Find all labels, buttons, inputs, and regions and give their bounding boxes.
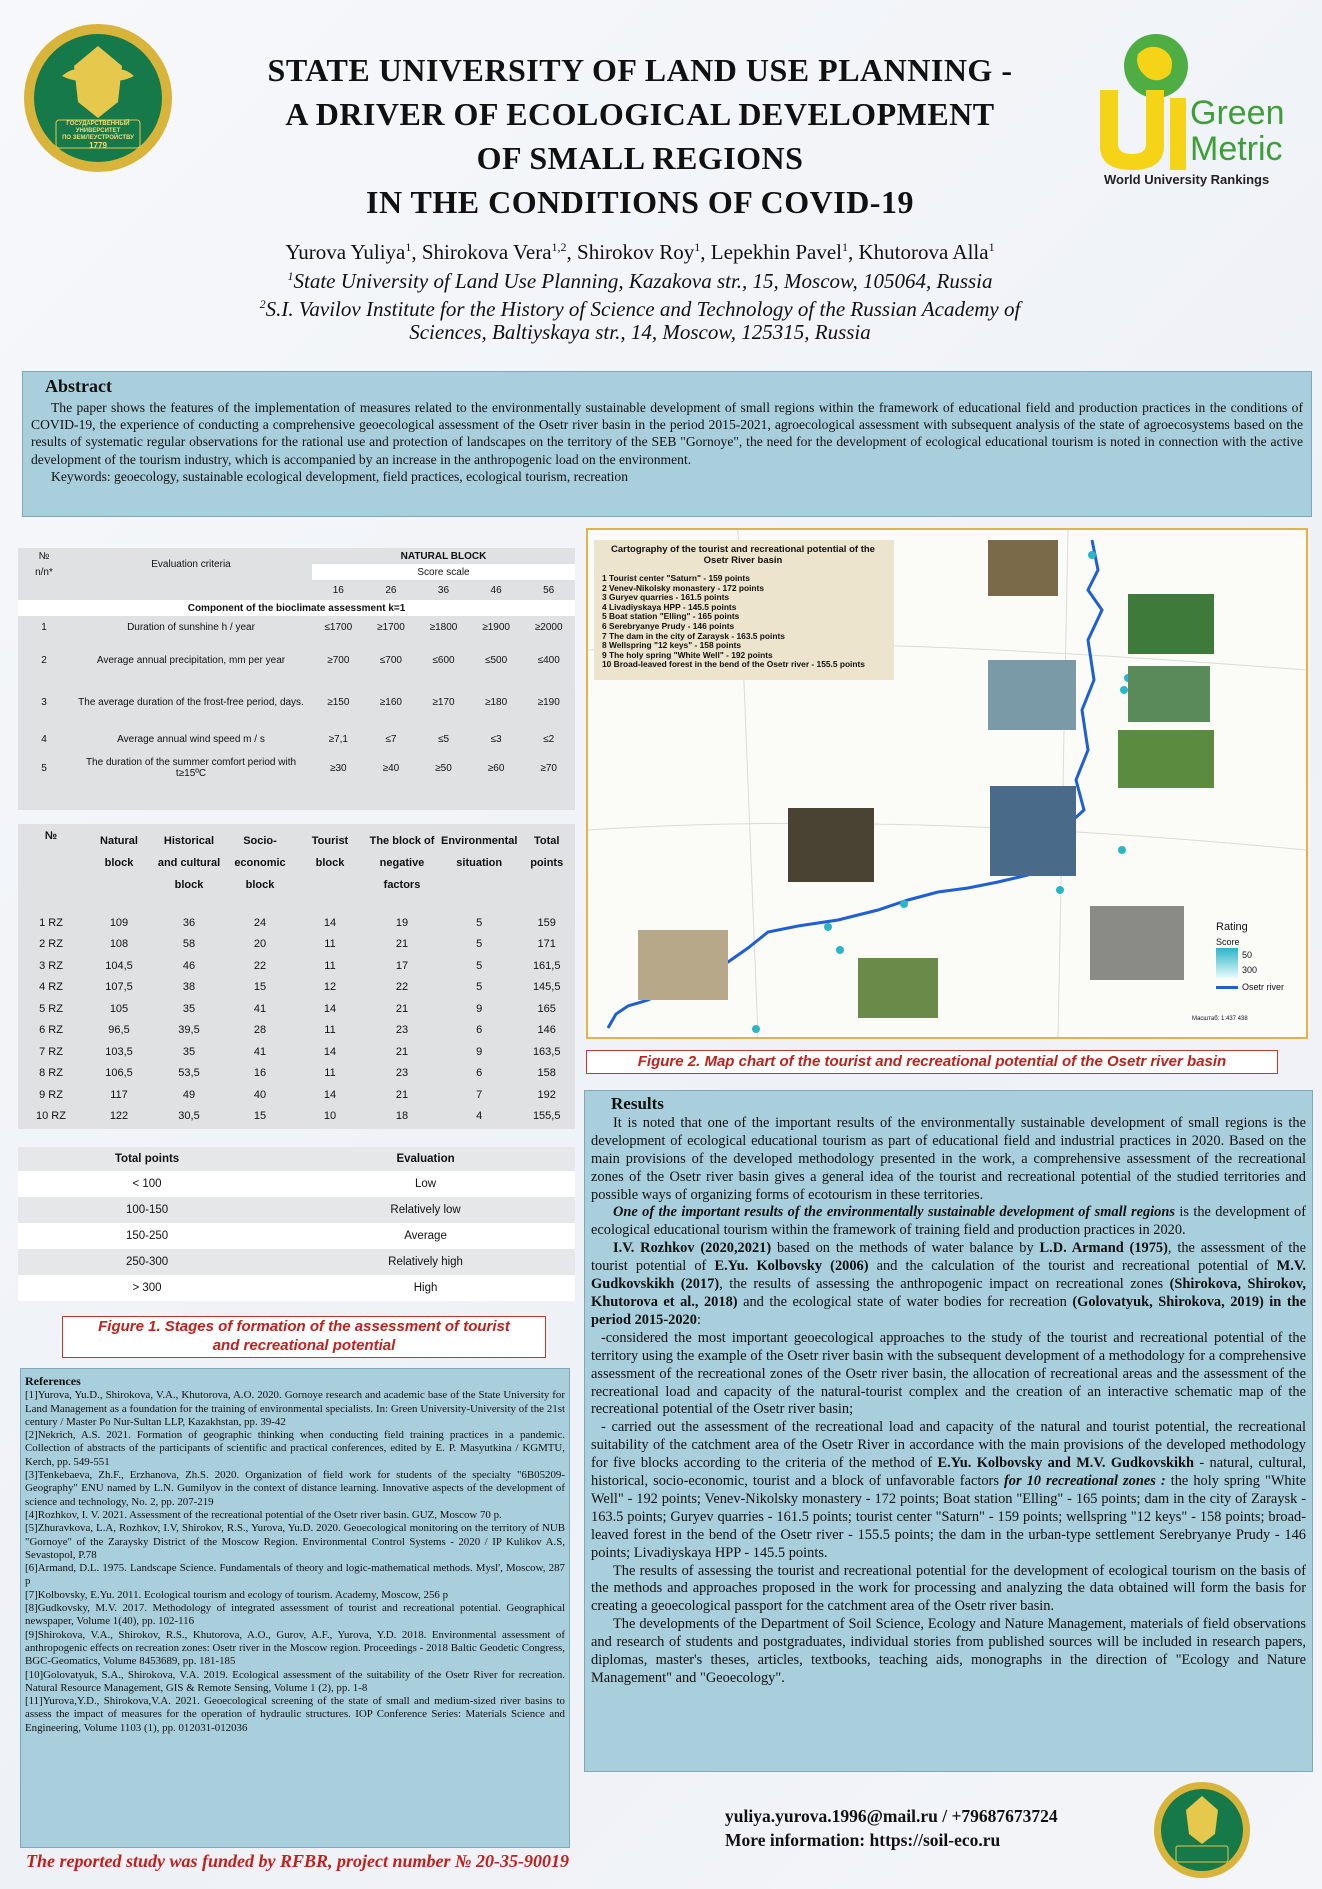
criteria-table	[18, 548, 575, 810]
affiliation-1: $^1$State University of Land Use Planning, Kazakova str., 15, Moscow, 105064, Russia	[287, 269, 993, 293]
legend-item: 8 Wellspring "12 keys" - 158 points	[602, 640, 742, 651]
header-cell: Tourist block	[311, 835, 349, 869]
contacts	[725, 1804, 1058, 1852]
river-swatch	[1216, 986, 1238, 989]
osetr-map	[586, 528, 1308, 1039]
header-cell: Natural block	[100, 835, 138, 869]
table-row: 2 RZ 108 58 20 11 21 5 171	[39, 938, 556, 951]
logo-green: Green	[1190, 94, 1285, 132]
table-row: 3 The average duration of the frost-free period, days. ≥150 ≥160 ≥170 ≥180 ≥190	[41, 696, 560, 708]
evaluation-table	[18, 1147, 575, 1301]
results-heading: Results	[611, 1094, 664, 1113]
university-logo	[22, 22, 174, 174]
logo-text: УНИВЕРСИТЕТ	[75, 128, 121, 134]
logo-text: ГОСУДАРСТВЕННЫЙ	[66, 121, 130, 127]
logo-metric: Metric	[1190, 130, 1283, 168]
table-row: 150-250 Average	[18, 1223, 575, 1249]
title-line: IN THE CONDITIONS OF COVID-19	[366, 184, 914, 220]
results-paragraph: One of the important results of the environmentally sustainable development of small regions is the development of ecological educational tourism within the framework of training field and production practices in 2020.	[591, 1204, 1306, 1239]
table-row: > 300 High	[18, 1275, 575, 1301]
score-col: 26	[385, 584, 397, 596]
abstract-box	[22, 371, 1312, 517]
table-row: 4 Average annual wind speed m / s ≥7,1 ≤7 ≤5 ≤3 ≤2	[41, 733, 555, 745]
affiliation-2: $^2$S.I. Vavilov Institute for the History of Science and Technology of the Russian Academy of	[259, 297, 1021, 321]
results-paragraph: - carried out the assessment of the recreational load and capacity of the natural and tourist potential, the recreational suitability of the catchment area of the Osetr River in accordance with the main provisions of the developed methodology for five blocks according to the criteria of the method of E.Yu. Kolbovsky and M.V. Gudkovskikh - natural, cultural, historical, socio-economic, tourist and a block of unfavorable factors for 10 recreational zones : the holy spring "White Well" - 192 points; Venev-Nikolsky monastery - 172 points; Boat station "Elling" - 165 points; dam in the city of Zaraysk - 163.5 points; Guryev quarries - 161.5 points; tourist center "Saturn" - 159 points; wellspring "12 keys" - 158 points; broad-leaved forest in the bend of the Osetr river - 155.5 points; the dam in the urban-type settlement Serebryanye Prudy - 146 points; Livadiyskaya HPP - 145.5 points.	[591, 1419, 1306, 1561]
figure-2-caption: Figure 2. Map chart of the tourist and recreational potential of the Osetr river basin	[586, 1050, 1278, 1074]
score-label: Score	[1216, 937, 1240, 947]
table-row: 3 RZ 104,5 46 22 11 17 5 161,5	[39, 959, 561, 972]
reference-item: [9]Shirokova, V.A., Shirokov, R.S., Khutorova, A.O., Gurov, A.F., Yurova, Y.D. 2018. Environmental assessment of anthropogenic effects on recreation zones: Osetr river in the Moscow region. Proceedings - 2018 Baltic Geodetic Congress, BGC-Geomatics, Volume 8453689, pp. 181-185	[25, 1628, 565, 1668]
title-line: STATE UNIVERSITY OF LAND USE PLANNING -	[267, 52, 1013, 88]
more-info-link[interactable]: More information: https://soil-eco.ru	[725, 1830, 1001, 1850]
legend-item: 5 Boat station "Elling" - 165 points	[602, 611, 740, 622]
rating-legend	[1216, 922, 1300, 993]
results-paragraph: It is noted that one of the important results of the environmentally sustainable development of small regions is the development of ecological educational tourism as part of educational field and industrial practices in 2020. Based on the main provisions of the developed methodology presented in the work, a comprehensive assessment of the recreational zones of the Osetr river basin gives a general idea of the tourist and recreational potential of the studied territories and possible ways of organizing forms of ecotourism in these territories.	[591, 1114, 1306, 1203]
reference-item: [2]Nekrich, A.S. 2021. Formation of geographic thinking when conducting field training practices in a pandemic. Collection of abstracts of the participants of scientific and practical conferences, edited by E. P. Masyutkina / KGMTU, Kerch, pp. 549-551	[25, 1429, 565, 1468]
table-row: 100-150 Relatively low	[18, 1197, 575, 1223]
table-row: 1 RZ 109 36 24 14 19 5 159	[39, 916, 556, 929]
legend-item: 3 Guryev quarries - 161.5 points	[602, 592, 730, 603]
references-box	[20, 1368, 570, 1848]
col-criteria: Evaluation criteria	[151, 558, 231, 570]
table-row: 9 RZ 117 49 40 14 21 7 192	[39, 1088, 556, 1101]
map-title: Cartography of the tourist and recreational potential of the Osetr River basin	[611, 544, 875, 566]
results-paragraph: -considered the most important geoecological approaches to the study of the tourist and recreational potential of the territory using the example of the Osetr river basin with the subsequent development of a methodology for a comprehensive assessment of the recreational zones of the Osetr river basin, the allocation of recreational areas and the assessment of the recreational load and capacity of the natural-tourist complex and the creation of an interactive schematic map of the recreational potential of the Osetr river basin;	[591, 1329, 1306, 1418]
funding-note: The reported study was funded by RFBR, project number № 20-35-90019	[26, 1851, 569, 1871]
author: Shirokov Roy$^1$	[577, 240, 701, 264]
table-row: 4 RZ 107,5 38 15 12 22 5 145,5	[39, 981, 561, 994]
title-line: OF SMALL REGIONS	[476, 140, 804, 176]
col-nn: n/n*	[35, 566, 53, 578]
map-legend	[602, 574, 892, 670]
results-paragraph: The results of assessing the tourist and recreational potential for the development of ecological tourism on the basis of the methods and approaches proposed in the work for processing and analyzing the data obtained will form the basis for creating a geoecological passport for the catchment area of the Osetr river basin.	[591, 1562, 1306, 1615]
score-col: 16	[332, 584, 344, 596]
scores-header-row	[18, 824, 575, 912]
results-paragraph: I.V. Rozhkov (2020,2021) based on the methods of water balance by L.D. Armand (1975), the assessment of the tourist potential of E.Yu. Kolbovsky (2006) and the calculation of the tourist and recreational potential of M.V. Gudkovskikh (2017), the results of assessing the anthropogenic impact on recreational zones (Shirokova, Shirokov, Khutorova et al., 2018) and the ecological state of water bodies for recreation (Golovatyuk, Shirokova, 2019) in the period 2015-2020:	[591, 1240, 1307, 1328]
authors: Yurova Yuliya$^1$, Shirokova Vera$^{1,2}$, Shirokov Roy$^1$, Lepekhin Pavel$^1$, Khutorova Alla$^1$	[285, 240, 995, 264]
header-cell: Environmental situation	[441, 835, 518, 869]
reference-item: [11]Yurova,Y.D., Shirokova,V.A. 2021. Geoecological screening of the state of small and medium-sized river basins to assess the impact of measures for the operation of hydraulic structures. IOP Conference Series: Materials Science and Engineering, Volume 1103 (1), pp. 012031-012036	[25, 1695, 565, 1734]
legend-item: 10 Broad-leaved forest in the bend of the Osetr river - 155.5 points	[602, 659, 865, 670]
contact-email[interactable]: yuliya.yurova.1996@mail.ru / +79687673724	[725, 1806, 1058, 1826]
keywords: Keywords: geoecology, sustainable ecological development, field practices, ecological tourism, recreation	[51, 468, 629, 484]
figure-1-caption: Figure 1. Stages of formation of the assessment of tourist and recreational potential	[62, 1316, 546, 1358]
references-heading: References	[25, 1374, 81, 1388]
table-row: 1 Duration of sunshine h / year ≤1700 ≥1700 ≥1800 ≥1900 ≥2000	[41, 621, 563, 633]
score-gradient	[1216, 948, 1238, 978]
author: Yurova Yuliya$^1$	[285, 240, 412, 264]
author: Lepekhin Pavel$^1$	[710, 240, 849, 264]
author: Khutorova Alla$^1$	[858, 240, 995, 264]
title-line: A DRIVER OF ECOLOGICAL DEVELOPMENT	[285, 96, 995, 132]
reference-item: [6]Armand, D.L. 1975. Landscape Science. Fundamentals of theory and logic-mathematical methods. Mysl', Moscow, 287 p	[25, 1562, 565, 1588]
component-row: Component of the bioclimate assessment k=1	[187, 602, 406, 614]
header-cell: Evaluation	[396, 1153, 455, 1165]
header-cell: The block of negative factors	[369, 835, 435, 891]
map-scale: Масштаб: 1:437 438	[1192, 1016, 1248, 1022]
legend-item: 9 The holy spring "White Well" - 192 points	[602, 649, 773, 660]
poster-title	[200, 48, 1080, 224]
author: Shirokova Vera$^{1,2}$	[421, 240, 567, 264]
header-cell: Historical and cultural block	[157, 835, 221, 891]
reference-item: [7]Kolbovsky, E.Yu. 2011. Ecological tourism and ecology of tourism. Academy, Moscow, 256 p	[25, 1588, 449, 1601]
logo-tagline: World University Rankings	[1104, 172, 1270, 187]
header-cell: Total points	[530, 835, 564, 869]
river-label: Osetr river	[1242, 982, 1285, 992]
table-row: 7 RZ 103,5 35 41 14 21 9 163,5	[39, 1045, 561, 1058]
reference-item: [3]Tenkebaeva, Zh.F., Erzhanova, Zh.S. 2020. Organization of field work for students of the specialty "6B05209-Geography" ENU named by L.N. Gumilyov in the context of distance learning. Innovative aspects of the development of science and technology, No. 2, pp. 207-219	[25, 1469, 565, 1508]
reference-item: [10]Golovatyuk, S.A., Shirokova, V.A. 2019. Ecological assessment of the suitability of the Osetr River for recreation. Natural Resource Management, GIS & Remote Sensing, Volume 1 (2), pp. 1-8	[25, 1668, 565, 1694]
score-col: 46	[490, 584, 502, 596]
logo-text: ПО ЗЕМЛЕУСТРОЙСТВУ	[62, 135, 134, 141]
table-row: 2 Average annual precipitation, mm per year ≥700 ≤700 ≤600 ≤500 ≤400	[41, 654, 560, 666]
col-no: №	[38, 550, 50, 562]
university-logo-small	[1152, 1780, 1252, 1880]
logo-year: 1779	[89, 141, 107, 150]
reference-item: [1]Yurova, Yu.D., Shirokova, V.A., Khutorova, A.O. 2020. Gornoye research and academic base of the State University for Land Management as a foundation for the training of environmental specialists. In: Green University-University of the 21st century / Master Po Nur-Sultan LLP, Kazakhstan, pp. 39-42	[25, 1389, 565, 1428]
score-col: 56	[543, 584, 555, 596]
abstract-text: The paper shows the features of the implementation of measures related to the environmentally sustainable development of small regions within the framework of educational field and production practices in the conditions of COVID-19, the experience of conducting a comprehensive geoecological assessment of the Osetr river basin in the period 2015-2021, agroecological assessment with subsequent analysis of the state of agroecosystems based on the results of systematic regular observations for the rational use and protection of landscapes on the territory of the SEB "Gornoye", the need for the development of ecological educational tourism is noted in connection with the active development of the tourism industry, which is accompanied by an increase in the anthropogenic load on the environment.	[31, 400, 1303, 467]
table-row: 8 RZ 106,5 53,5 16 11 23 6 158	[39, 1067, 556, 1080]
evaluation-header-row	[18, 1147, 575, 1171]
legend-item: 4 Livadiyskaya HPP - 145.5 points	[602, 601, 737, 612]
greenmetric-logo	[1090, 28, 1312, 188]
scores-table	[18, 824, 575, 1129]
affiliation-2-cont: Sciences, Baltiyskaya str., 14, Moscow, 125315, Russia	[409, 320, 871, 344]
table-row: 10 RZ 122 30,5 15 10 18 4 155,5	[36, 1110, 561, 1123]
score-low: 300	[1242, 965, 1258, 975]
score-scale-header: Score scale	[312, 564, 575, 580]
legend-item: 1 Tourist center "Saturn" - 159 points	[602, 573, 750, 583]
score-col: 36	[437, 584, 450, 596]
legend-item: 2 Venev-Nikolsky monastery - 172 points	[602, 582, 764, 593]
reference-item: [4]Rozhkov, I. V. 2021. Assessment of the recreational potential of the Osetr river basin. GUZ, Moscow 70 p.	[25, 1508, 502, 1521]
table-row: 5 The duration of the summer comfort period with t≥15ºC ≥30 ≥40 ≥50 ≥60 ≥70	[41, 757, 557, 779]
header-cell: Total points	[114, 1153, 180, 1165]
table-row: 6 RZ 96,5 39,5 28 11 23 6 146	[39, 1024, 556, 1037]
header-cell: №	[44, 830, 58, 842]
reference-item: [8]Gudkovsky, M.V. 2017. Methodology of integrated assessment of tourist and recreational potential. Geographical newspaper, Volume 1(40), pp. 102-116	[25, 1602, 565, 1628]
table-row: < 100 Low	[18, 1171, 575, 1197]
rating-title: Rating	[1216, 921, 1248, 933]
legend-item: 6 Serebryanye Prudy - 146 points	[602, 620, 735, 631]
natural-block-header: NATURAL BLOCK	[400, 550, 487, 562]
abstract-heading: Abstract	[45, 376, 112, 396]
results-box	[584, 1090, 1313, 1772]
score-high: 50	[1242, 950, 1253, 960]
header-cell: Socio-economic block	[234, 835, 286, 891]
table-row: 5 RZ 105 35 41 14 21 9 165	[39, 1002, 556, 1015]
reference-item: [5]Zhuravkova, L.A, Rozhkov, I.V, Shirokov, R.S., Yurova, Yu.D. 2020. Geoecological monitoring on the territory of NUB "Gornoye" of the Zaraysky District of the Moscow Region. Environmental Control Systems - 2020 / IP Kulikov A.S, Sevastopol, P.78	[25, 1522, 565, 1561]
table-row: 250-300 Relatively high	[18, 1249, 575, 1275]
legend-item: 7 The dam in the city of Zaraysk - 163.5 points	[602, 630, 785, 641]
results-paragraph: The developments of the Department of Soil Science, Ecology and Nature Management, materials of field observations and research of students and postgraduates, individual stories from published sources will be included in research papers, diplomas, master's theses, articles, textbooks, teaching aids, monographs in the direction of "Ecology and Nature Management" and "Geoecology".	[591, 1616, 1306, 1686]
